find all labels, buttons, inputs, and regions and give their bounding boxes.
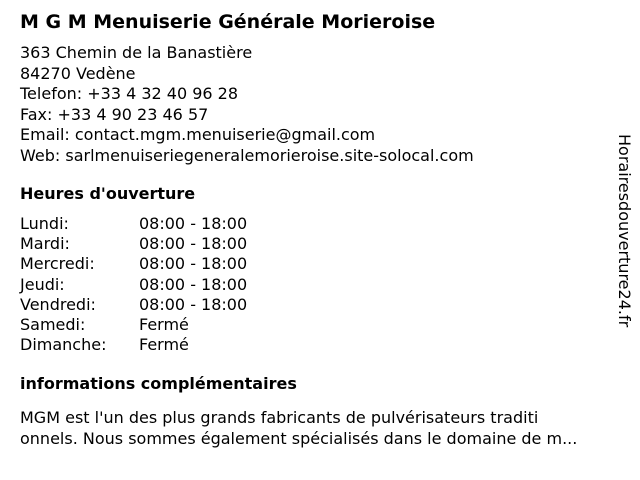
description xyxy=(20,407,624,449)
time-value: Fermé xyxy=(139,335,189,355)
day-label: Jeudi: xyxy=(20,274,65,294)
hours-row-monday xyxy=(20,214,620,234)
day-label: Mercredi: xyxy=(20,254,95,274)
postal-city: 84270 Vedène xyxy=(20,63,136,83)
hours-row-saturday xyxy=(20,315,620,335)
hours-row-wednesday xyxy=(20,254,620,274)
description-line: MGM est l'un des plus grands fabricants de pulvérisateurs traditi xyxy=(20,408,539,428)
day-label: Dimanche: xyxy=(20,335,107,355)
time-value: 08:00 - 18:00 xyxy=(139,294,248,314)
opening-hours-list xyxy=(20,214,620,355)
hours-row-thursday xyxy=(20,275,620,295)
hours-row-tuesday xyxy=(20,234,620,254)
fax-number: Fax: +33 4 90 23 46 57 xyxy=(20,104,209,124)
day-label: Vendredi: xyxy=(20,294,96,314)
day-label: Samedi: xyxy=(20,315,86,335)
time-value: 08:00 - 18:00 xyxy=(139,214,248,233)
email-address: Email: contact.mgm.menuiserie@gmail.com xyxy=(20,125,376,144)
phone-number: Telefon: +33 4 32 40 96 28 xyxy=(20,84,239,103)
time-value: 08:00 - 18:00 xyxy=(139,254,248,274)
time-value: 08:00 - 18:00 xyxy=(139,274,248,294)
contact-block xyxy=(20,43,620,166)
time-value: 08:00 - 18:00 xyxy=(139,234,248,254)
description-line: onnels. Nous sommes également spécialisés dans le domaine de m... xyxy=(20,429,578,449)
hours-row-sunday xyxy=(20,335,620,355)
hours-row-friday xyxy=(20,295,620,315)
opening-hours-heading: Heures d'ouverture xyxy=(20,184,196,203)
time-value: Fermé xyxy=(139,315,189,335)
street-address: 363 Chemin de la Banastière xyxy=(20,43,253,62)
website: Web: sarlmenuiseriegeneralemorieroise.site-solocal.com xyxy=(20,145,474,165)
additional-info-heading: informations complémentaires xyxy=(20,374,297,394)
business-name: M G M Menuiserie Générale Morieroise xyxy=(20,11,436,33)
day-label: Mardi: xyxy=(20,234,70,254)
business-card xyxy=(20,10,620,449)
day-label: Lundi: xyxy=(20,214,69,233)
site-watermark: Horairesdouverture24.fr xyxy=(615,134,634,328)
